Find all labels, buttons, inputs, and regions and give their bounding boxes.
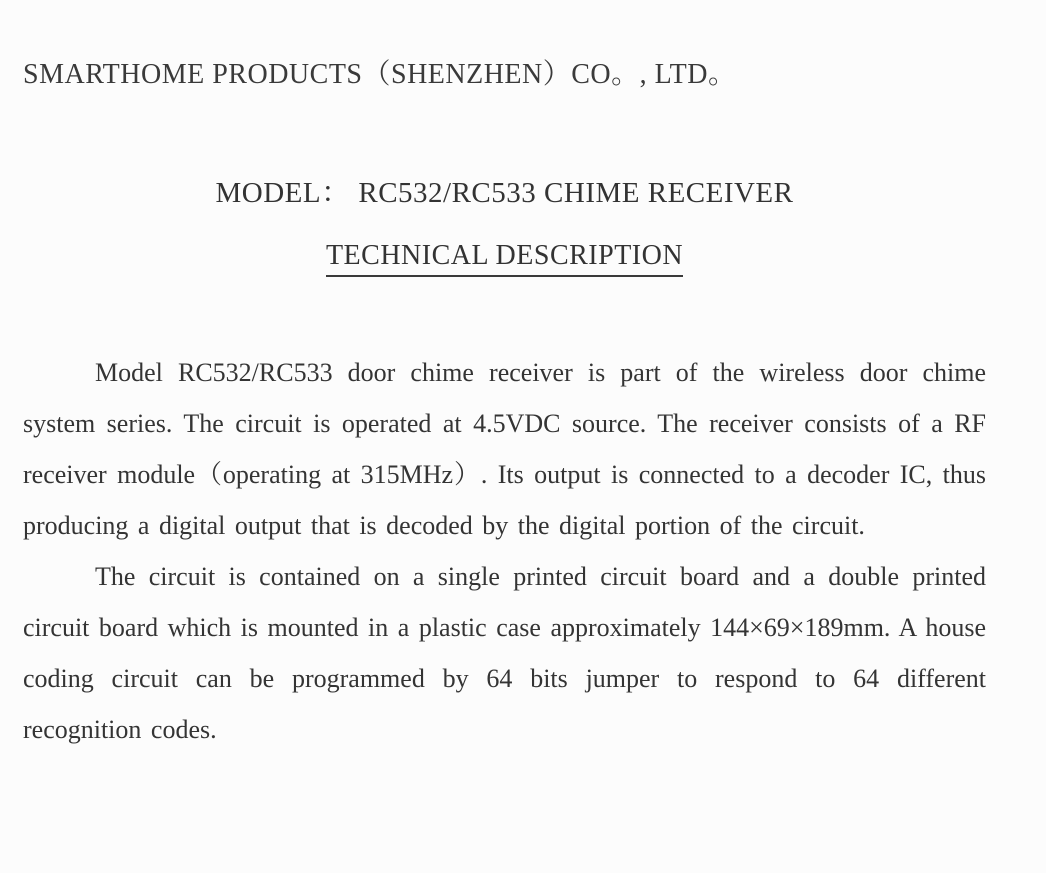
document-subtitle: TECHNICAL DESCRIPTION: [326, 240, 683, 277]
title-block: [23, 170, 986, 211]
body-text: [23, 347, 986, 755]
paragraph-1: Model RC532/RC533 door chime receiver is part of the wireless door chime system series. The circuit is operated at 4.5VDC source. The receiver consists of a RF receiver module（operating at 315MHz）. Its output is connected to a decoder IC, thus producing a digital output that is decoded by the digital portion of the circuit.: [23, 358, 986, 540]
company-name: SMARTHOME PRODUCTS（SHENZHEN）CO。, LTD。: [23, 59, 737, 90]
paragraph-2: The circuit is contained on a single printed circuit board and a double printed circuit board which is mounted in a plastic case approximately 144×69×189mm. A house coding circuit can be programmed by 64 bits jumper to respond to 64 different recognition codes.: [23, 562, 986, 744]
subtitle-block: [23, 240, 986, 277]
document-title: MODEL： RC532/RC533 CHIME RECEIVER: [215, 177, 794, 209]
